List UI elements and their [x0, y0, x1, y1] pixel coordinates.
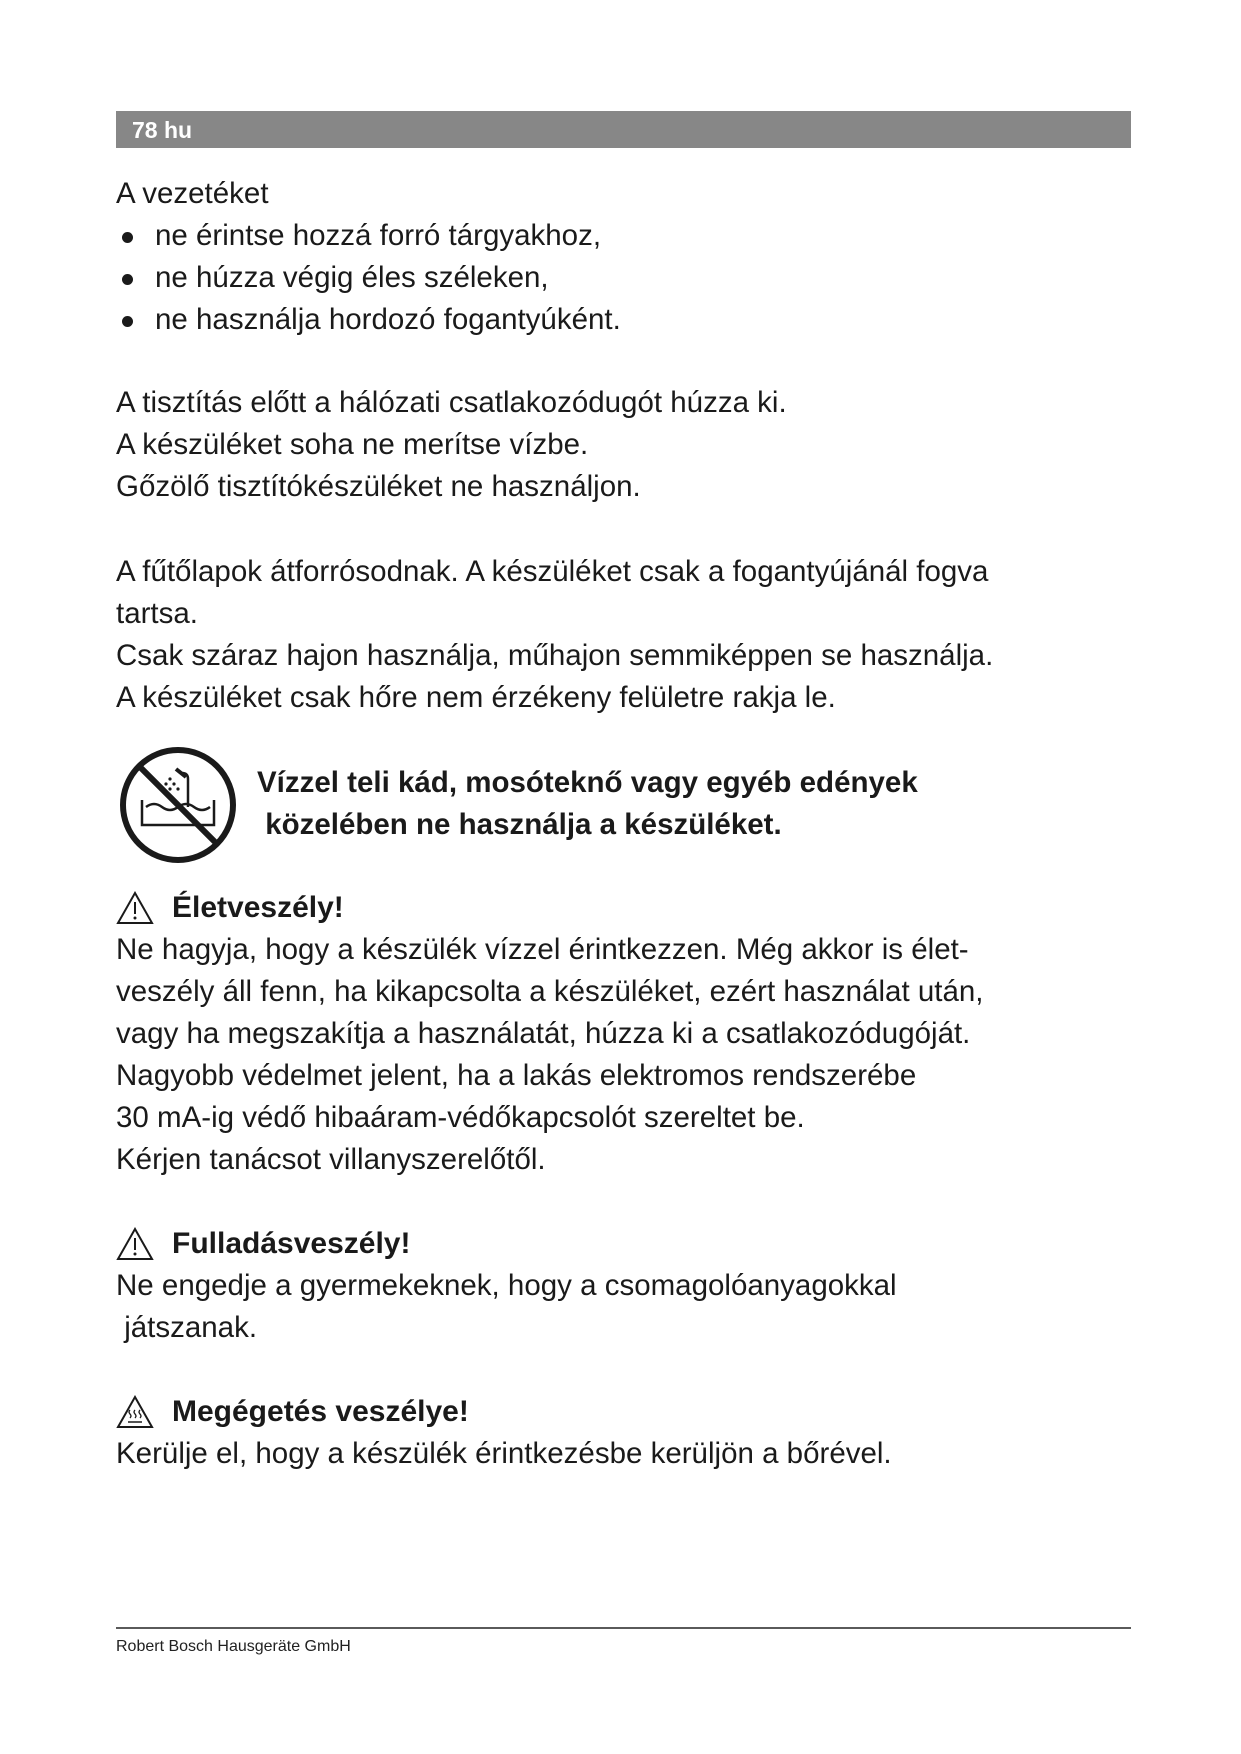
section-heading: Megégetés veszélye! — [172, 1395, 469, 1428]
text-line: A tisztítás előtt a hálózati csatlakozódugót húzza ki. — [116, 386, 787, 419]
section-heading: Fulladásveszély! — [172, 1227, 411, 1260]
text-line: A készüléket soha ne merítse vízbe. — [116, 428, 589, 461]
text-line: játszanak. — [116, 1311, 258, 1344]
text-line: 30 mA-ig védő hibaáram-védőkapcsolót szereltet be. — [116, 1101, 805, 1134]
heat-section — [116, 551, 993, 719]
warning-triangle-icon — [116, 891, 154, 925]
list-item: ne húzza végig éles széleken, — [116, 257, 621, 299]
text-line: A készüléket csak hőre nem érzékeny felületre rakja le. — [116, 681, 836, 714]
footer-divider — [116, 1627, 1131, 1629]
text-line: Kerülje el, hogy a készülék érintkezésbe kerüljön a bőrével. — [116, 1437, 892, 1470]
cleaning-section — [116, 382, 787, 508]
cord-section — [116, 173, 621, 341]
text-line: Nagyobb védelmet jelent, ha a lakás elektromos rendszerébe — [116, 1059, 917, 1092]
section-heading: Életveszély! — [172, 891, 344, 924]
text-line: vagy ha megszakítja a használatát, húzza ki a csatlakozódugóját. — [116, 1017, 971, 1050]
cord-intro: A vezetéket — [116, 177, 269, 210]
water-warning-line: Vízzel teli kád, mosóteknő vagy egyéb edények — [257, 766, 918, 799]
water-warning-line: közelében ne használja a készüléket. — [257, 808, 782, 841]
burn-section — [116, 1391, 892, 1475]
text-line: veszély áll fenn, ha kikapcsolta a készüléket, ezért használat után, — [116, 975, 984, 1008]
text-line: A fűtőlapok átforrósodnak. A készüléket csak a fogantyújánál fogva — [116, 555, 989, 588]
list-item: ne érintse hozzá forró tárgyakhoz, — [116, 215, 621, 257]
hot-surface-icon — [116, 1395, 154, 1429]
text-line: Kérjen tanácsot villanyszerelőtől. — [116, 1143, 546, 1176]
footer-company: Robert Bosch Hausgeräte GmbH — [116, 1638, 351, 1655]
life-danger-section — [116, 887, 983, 1181]
no-bath-water-icon — [118, 745, 238, 865]
text-line: Ne engedje a gyermekeknek, hogy a csomagolóanyagokkal — [116, 1269, 897, 1302]
text-line: tartsa. — [116, 597, 198, 630]
text-line: Csak száraz hajon használja, műhajon semmiképpen se használja. — [116, 639, 994, 672]
list-item: ne használja hordozó fogantyúként. — [116, 299, 621, 341]
text-line: Gőzölő tisztítókészüléket ne használjon. — [116, 470, 641, 503]
text-line: Ne hagyja, hogy a készülék vízzel érintkezzen. Még akkor is élet- — [116, 933, 969, 966]
page-number: 78 hu — [132, 117, 193, 143]
suffocation-section — [116, 1223, 897, 1349]
page-header-bar — [116, 111, 1131, 148]
warning-triangle-icon — [116, 1227, 154, 1261]
